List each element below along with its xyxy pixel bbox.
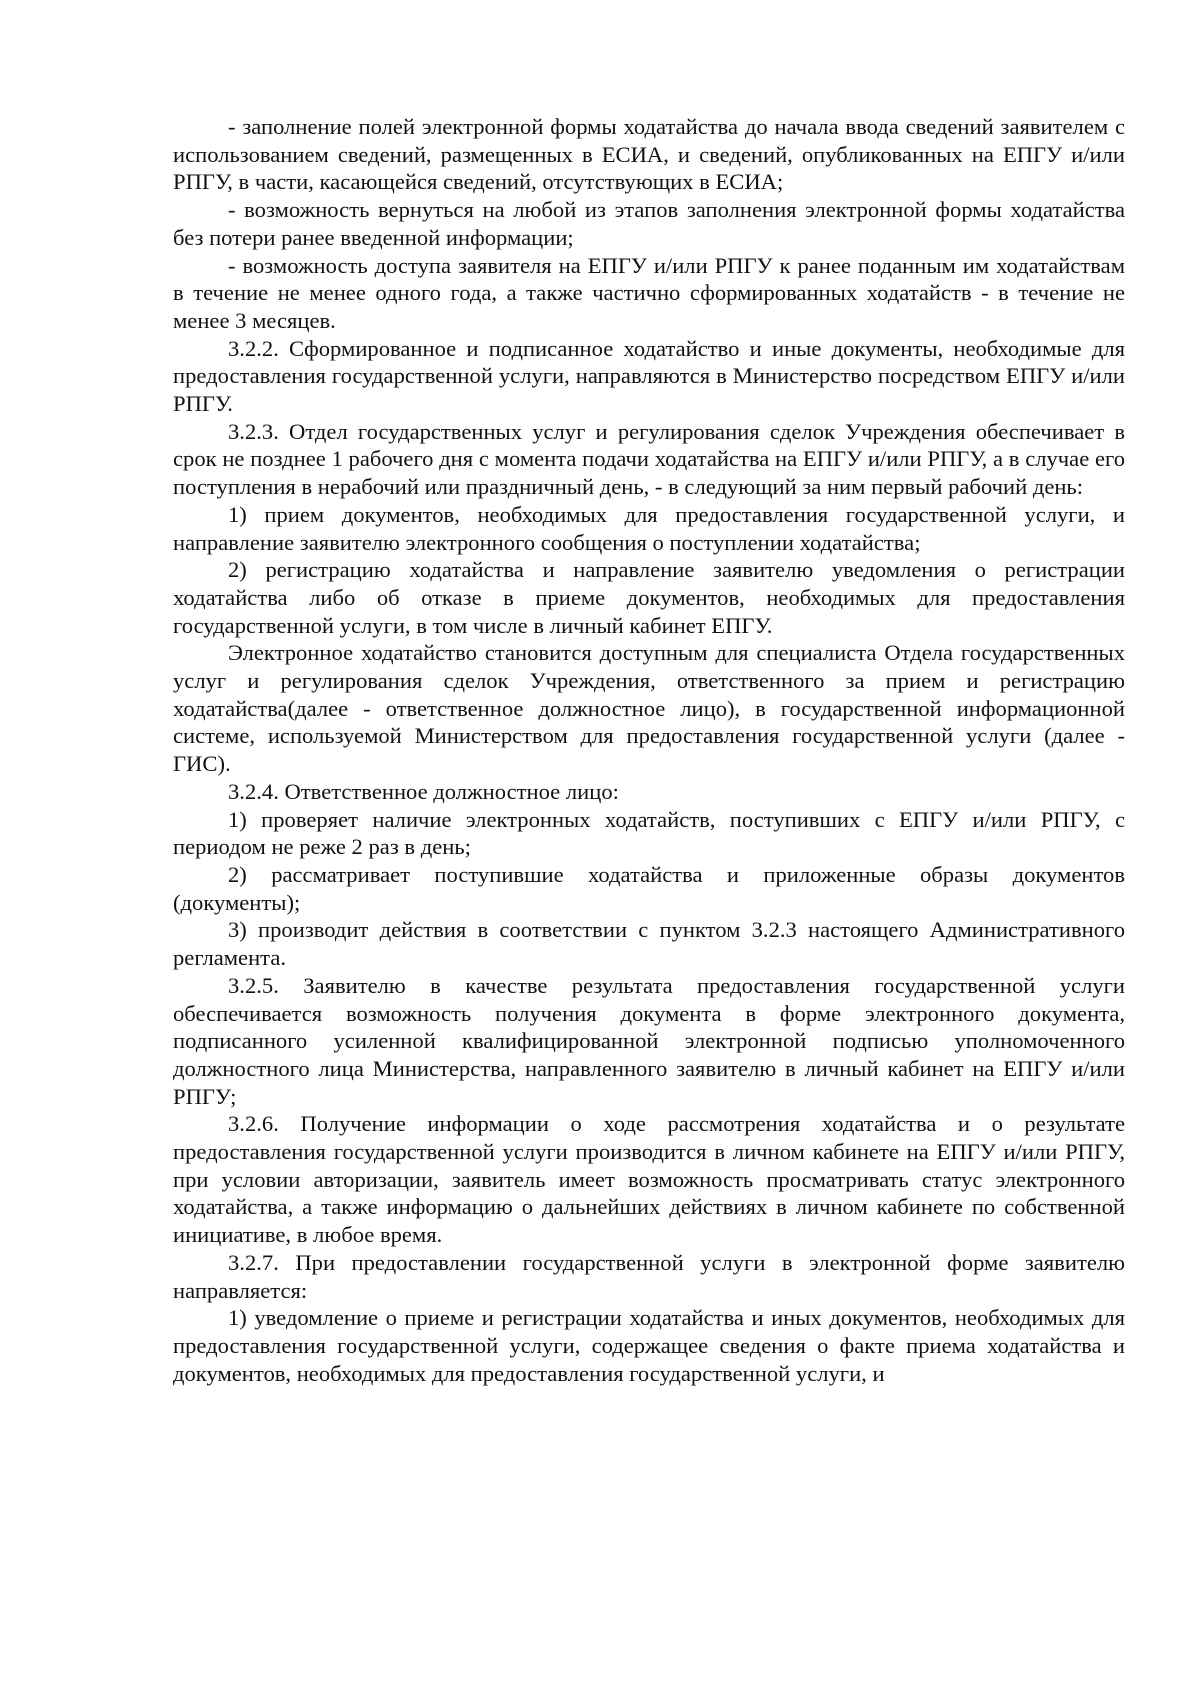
paragraph-fill-form-fields: - заполнение полей электронной формы ходатайства до начала ввода сведений заявителем с использованием сведений, размещенных в ЕСИА, и сведений, опубликованных на ЕПГУ и/или РПГУ, в части, касающейся сведений, отсутствующих в ЕСИА; (173, 114, 1125, 195)
paragraph-access-to-petitions: - возможность доступа заявителя на ЕПГУ и/или РПГУ к ранее поданным им ходатайствам в течение не менее одного года, а также частично сформированных ходатайств - в течение не менее 3 месяцев. (173, 252, 1125, 333)
paragraph-return-to-step: - возможность вернуться на любой из этапов заполнения электронной формы ходатайства без потери ранее введенной информации; (173, 197, 1125, 250)
paragraph-3-2-4-item-2: 2) рассматривает поступившие ходатайства и приложенные образы документов (документы); (173, 861, 1125, 915)
paragraph-electronic-petition: Электронное ходатайство становится доступным для специалиста Отдела государственных услуг и регулирования сделок Учреждения, ответственного за прием и регистрацию ходатайства(далее - ответственное должностное лицо), в государственной информационной системе, используемой Министерством для предоставления государственной услуги (далее - ГИС). (173, 640, 1125, 777)
paragraph-3-2-5: 3.2.5. Заявителю в качестве результата предоставления государственной услуги обеспечивается возможность получения документа в форме электронного документа, подписанного усиленной квалифицированной электронной подписью уполномоченного должностного лица Министерства, направленного заявителю в личный кабинет на ЕПГУ и/или РПГУ; (173, 972, 1125, 1109)
paragraph-3-2-3-item-2: 2) регистрацию ходатайства и направление заявителю уведомления о регистрации ходатайства либо об отказе в приеме документов, необходимых для предоставления государственной услуги, в том числе в личный кабинет ЕПГУ. (173, 557, 1125, 638)
paragraph-3-2-4-item-3: 3) производит действия в соответствии с пунктом 3.2.3 настоящего Административного регламента. (173, 917, 1125, 971)
paragraph-3-2-4-item-1: 1) проверяет наличие электронных ходатайств, поступивших с ЕПГУ и/или РПГУ, с периодом не реже 2 раз в день; (173, 806, 1125, 860)
paragraph-3-2-7-item-1: 1) уведомление о приеме и регистрации ходатайства и иных документов, необходимых для предоставления государственной услуги, содержащее сведения о факте приема ходатайства и документов, необходимых для предоставления государственной услуги, и (173, 1305, 1125, 1386)
paragraph-3-2-2: 3.2.2. Сформированное и подписанное ходатайство и иные документы, необходимые для предоставления государственной услуги, направляются в Министерство посредством ЕПГУ и/или РПГУ. (173, 335, 1125, 417)
paragraph-3-2-7: 3.2.7. При предоставлении государственной услуги в электронной форме заявителю направляется: (173, 1249, 1125, 1303)
paragraph-3-2-3-item-1: 1) прием документов, необходимых для предоставления государственной услуги, и направление заявителю электронного сообщения о поступлении ходатайства; (173, 501, 1125, 555)
paragraph-3-2-4: 3.2.4. Ответственное должностное лицо: (228, 778, 619, 804)
paragraph-3-2-3: 3.2.3. Отдел государственных услуг и регулирования сделок Учреждения обеспечивает в срок не позднее 1 рабочего дня с момента подачи ходатайства на ЕПГУ и/или РПГУ, а в случае его поступления в нерабочий или праздничный день, - в следующий за ним первый рабочий день: (173, 418, 1125, 500)
paragraph-3-2-6: 3.2.6. Получение информации о ходе рассмотрения ходатайства и о результате предоставления государственной услуги производится в личном кабинете на ЕПГУ и/или РПГУ, при условии авторизации, заявитель имеет возможность просматривать статус электронного ходатайства, а также информацию о дальнейших действиях в личном кабинете по собственной инициативе, в любое время. (173, 1111, 1125, 1248)
document-page (173, 113, 1125, 1387)
